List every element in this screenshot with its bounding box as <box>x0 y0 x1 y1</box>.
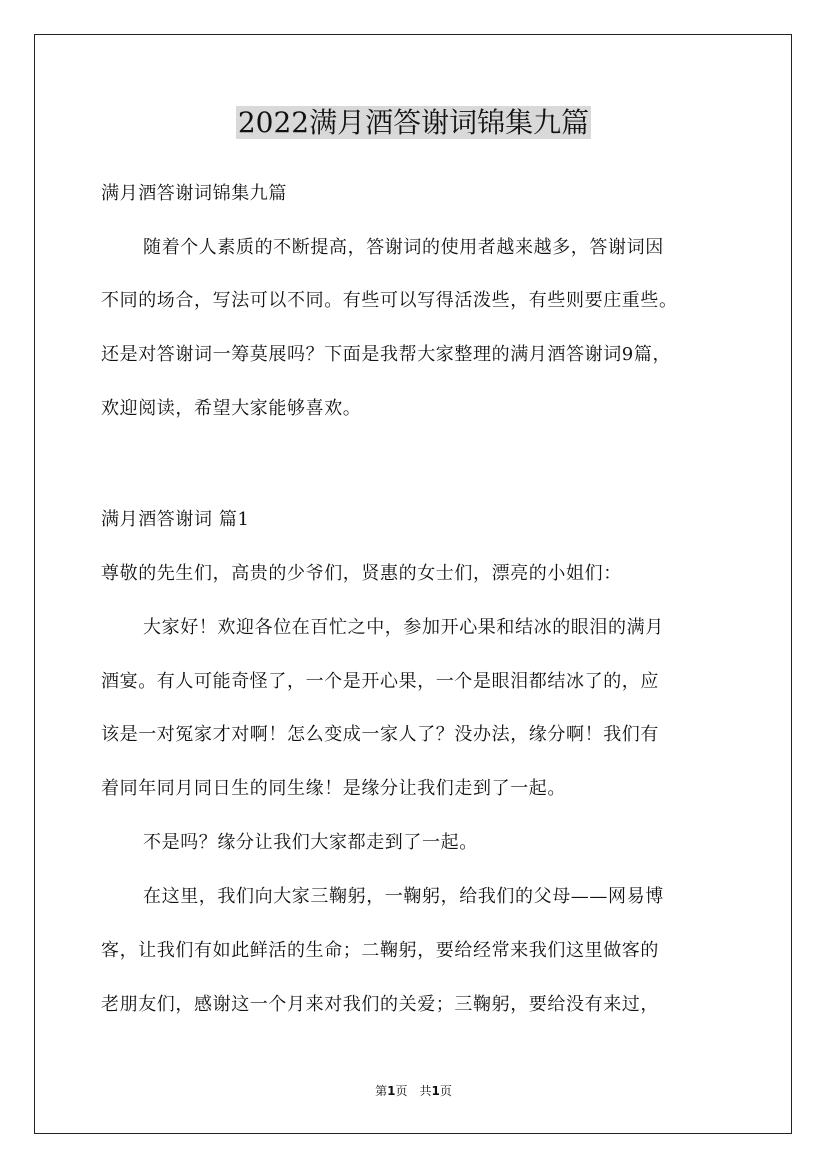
page-footer <box>0 1083 827 1099</box>
paragraph1-line-2: 酒宴。有人可能奇怪了，一个是开心果，一个是眼泪都结冰了的，应 <box>101 671 659 692</box>
footer-page-suffix: 页 <box>395 1084 408 1098</box>
paragraph1-line-3: 该是一对冤家才对啊！怎么变成一家人了？没办法，缘分啊！我们有 <box>101 724 659 745</box>
footer-page-prefix: 第 <box>375 1084 388 1098</box>
intro-line-3: 还是对答谢词一筹莫展吗？下面是我帮大家整理的满月酒答谢词9篇， <box>101 344 672 365</box>
intro-line-2: 不同的场合，写法可以不同。有些可以写得活泼些，有些则要庄重些。 <box>101 290 678 311</box>
section-heading: 满月酒答谢词 篇1 <box>101 509 250 530</box>
paragraph3-line-3: 老朋友们，感谢这一个月来对我们的关爱；三鞠躬，要给没有来过， <box>101 994 659 1015</box>
salutation: 尊敬的先生们，高贵的少爷们，贤惠的女士们，漂亮的小姐们： <box>101 563 622 584</box>
paragraph3-line-2: 客，让我们有如此鲜活的生命；二鞠躬，要给经常来我们这里做客的 <box>101 940 659 961</box>
paragraph1-line-1: 大家好！欢迎各位在百忙之中，参加开心果和结冰的眼泪的满月 <box>143 617 664 638</box>
intro-line-4: 欢迎阅读，希望大家能够喜欢。 <box>101 398 362 419</box>
footer-total-number: 1 <box>431 1084 440 1098</box>
intro-line-1: 随着个人素质的不断提高，答谢词的使用者越来越多，答谢词因 <box>143 237 664 258</box>
document-title-text: 2022满月酒答谢词锦集九篇 <box>237 106 590 139</box>
footer-total-suffix: 页 <box>439 1084 452 1098</box>
paragraph3-line-1: 在这里，我们向大家三鞠躬，一鞠躬，给我们的父母——网易博 <box>143 886 664 907</box>
paragraph2: 不是吗？缘分让我们大家都走到了一起。 <box>143 832 478 853</box>
footer-page-number: 1 <box>387 1084 396 1098</box>
document-title <box>0 103 827 143</box>
footer-total-prefix: 共 <box>419 1084 432 1098</box>
document-subtitle: 满月酒答谢词锦集九篇 <box>101 183 287 204</box>
paragraph1-line-4: 着同年同月同日生的同生缘！是缘分让我们走到了一起。 <box>101 778 566 799</box>
